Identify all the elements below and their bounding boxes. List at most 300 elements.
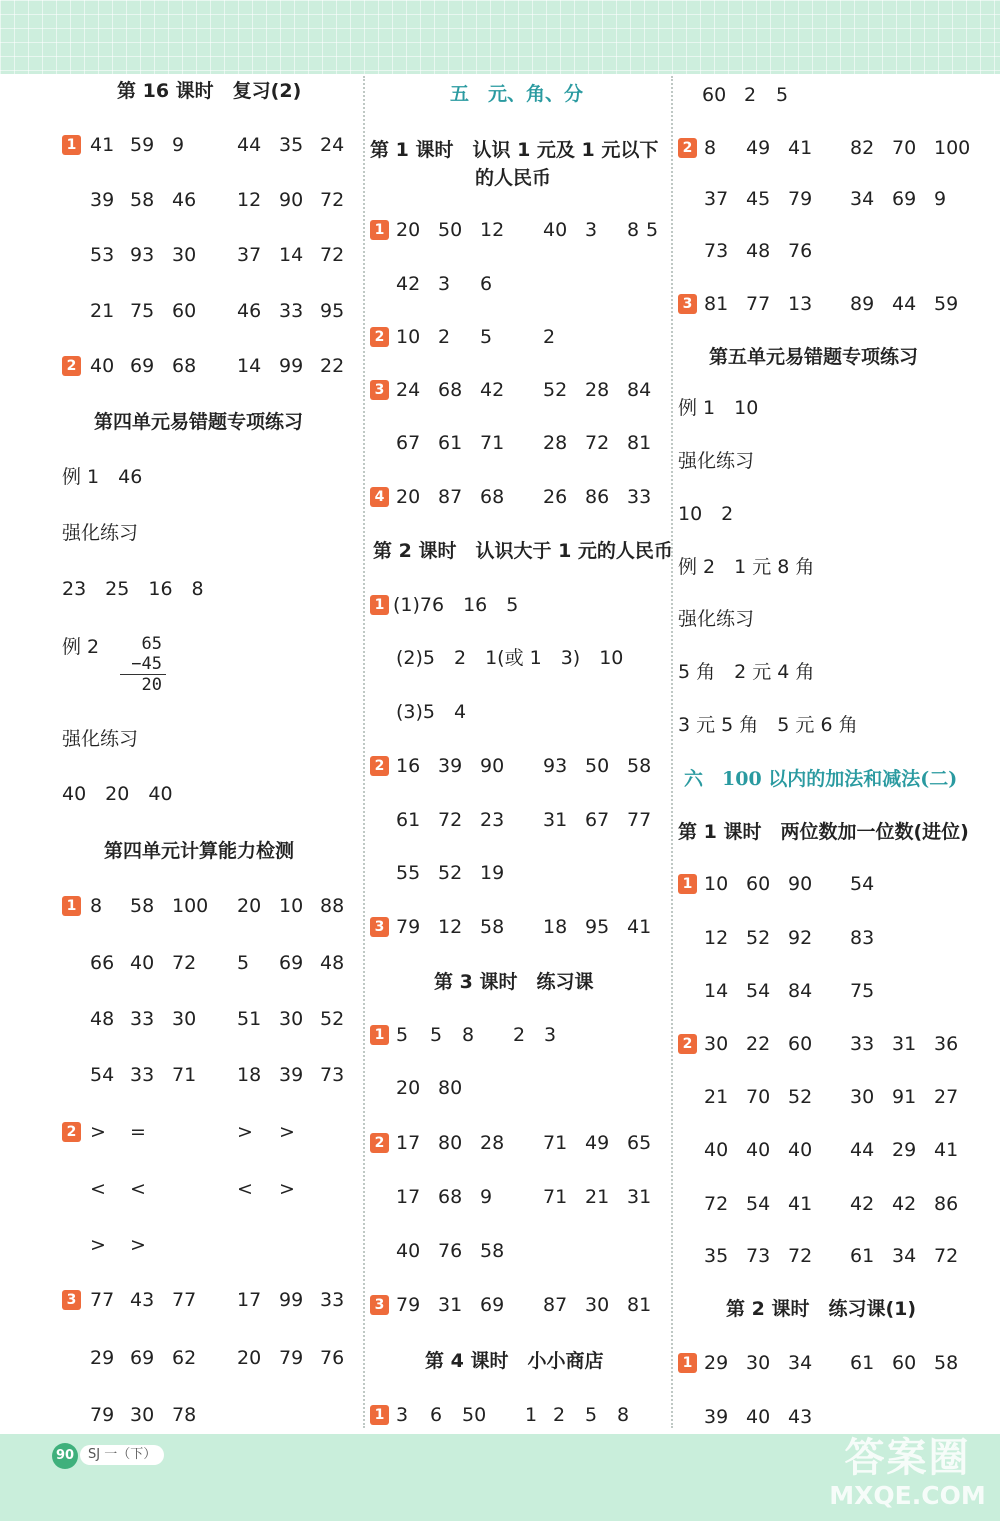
answer-value: 29	[90, 1347, 115, 1369]
answer-values	[62, 893, 357, 919]
column-divider-1	[363, 76, 365, 1428]
answer-value: 28	[480, 1132, 505, 1154]
answer-value: 3	[544, 1024, 557, 1046]
practice-answers: 23 25 16 8	[62, 578, 204, 600]
question-badge: 2	[678, 138, 697, 158]
lesson-heading: 第 16 课时 复习(2)	[117, 80, 302, 102]
question-badge: 1	[370, 595, 389, 615]
answer-value: 60	[892, 1352, 917, 1374]
answer-value: 21	[704, 1086, 729, 1108]
answer-values	[370, 1184, 665, 1210]
answer-value: 72	[320, 189, 345, 211]
answer-value: 62	[172, 1347, 197, 1369]
answer-value: 90	[279, 189, 304, 211]
answer-value: 52	[746, 927, 771, 949]
answer-value: 17	[237, 1289, 262, 1311]
answer-value: 71	[543, 1132, 568, 1154]
answer-value: >	[90, 1234, 106, 1256]
answer-values	[678, 291, 993, 317]
answer-value: 3	[585, 219, 598, 241]
answer-value: <	[130, 1178, 146, 1200]
lesson-heading: 第 2 课时 练习课(1)	[726, 1298, 917, 1320]
answer-value: 91	[892, 1086, 917, 1108]
answer-value: 72	[320, 244, 345, 266]
answer-value: 78	[172, 1404, 197, 1426]
question-badge: 3	[370, 1295, 389, 1315]
answer-value: <	[90, 1178, 106, 1200]
answer-value: 99	[279, 1289, 304, 1311]
answer-value: 36	[934, 1033, 959, 1055]
lesson-heading: 第 1 课时 两位数加一位数(进位)	[678, 821, 969, 843]
answer-value: 58	[480, 1240, 505, 1262]
answer-value: 2	[744, 84, 757, 106]
answer-value: 29	[892, 1139, 917, 1161]
answer-values	[62, 950, 357, 976]
practice-answers: 5 角 2 元 4 角	[678, 661, 815, 683]
answer-value: 39	[438, 755, 463, 777]
answer-value: 58	[627, 755, 652, 777]
answer-value: >	[90, 1121, 106, 1143]
answer-values	[62, 242, 357, 268]
answer-value: 40	[746, 1406, 771, 1428]
answer-value: 58	[934, 1352, 959, 1374]
answer-value: 39	[704, 1406, 729, 1428]
answer-value: 40	[543, 219, 568, 241]
answer-value: 72	[934, 1245, 959, 1267]
answer-value: 40	[746, 1139, 771, 1161]
question-badge: 1	[370, 1405, 389, 1425]
answer-value: 100	[172, 895, 209, 917]
practice-label: 强化练习	[678, 608, 755, 630]
answer-value: 48	[746, 240, 771, 262]
answer-value: 54	[90, 1064, 115, 1086]
answer-value: >	[237, 1121, 253, 1143]
answer-value: 37	[704, 188, 729, 210]
answer-value: 22	[746, 1033, 771, 1055]
answer-value: 100	[934, 137, 971, 159]
question-badge: 2	[62, 356, 81, 376]
answer-values	[678, 1031, 993, 1057]
answer-value: 44	[237, 134, 262, 156]
section-heading: 第五单元易错题专项练习	[709, 346, 919, 368]
answer-value: 58	[480, 916, 505, 938]
answer-value: 40	[130, 952, 155, 974]
answer-value: 76	[320, 1347, 345, 1369]
practice-answers: 3 元 5 角 5 元 6 角	[678, 714, 858, 736]
answer-value: 9	[934, 188, 947, 210]
answer-value: 93	[543, 755, 568, 777]
example-line: 例 2 1 元 8 角	[678, 556, 815, 578]
answer-value: 69	[130, 1347, 155, 1369]
answer-value: 52	[320, 1008, 345, 1030]
answer-values	[678, 1350, 993, 1376]
answer-values	[678, 238, 993, 264]
answer-value: 81	[627, 1294, 652, 1316]
answer-value: 82	[850, 137, 875, 159]
question-badge: 4	[370, 487, 389, 507]
answer-value: 8	[704, 137, 717, 159]
answer-value: 53	[90, 244, 115, 266]
watermark-url: MXQE.COM	[829, 1481, 986, 1510]
answer-values	[62, 1287, 357, 1313]
answer-value: 79	[396, 916, 421, 938]
answer-value: 58	[130, 895, 155, 917]
answer-value: 46	[172, 189, 197, 211]
answer-value: 5	[585, 1404, 598, 1426]
answer-value: 89	[850, 293, 875, 315]
question-badge: 2	[62, 1122, 81, 1142]
answer-value: 14	[279, 244, 304, 266]
answer-value: 75	[850, 980, 875, 1002]
lesson-heading-cont: 的人民币	[475, 167, 552, 189]
answer-value: 40	[788, 1139, 813, 1161]
answer-value: 12	[480, 219, 505, 241]
answer-value: 33	[627, 486, 652, 508]
question-badge: 3	[678, 294, 697, 314]
answer-value: 30	[704, 1033, 729, 1055]
answer-value: 87	[543, 1294, 568, 1316]
unit-title: 五 元、角、分	[450, 83, 584, 105]
answer-value: 52	[543, 379, 568, 401]
answer-value: 86	[585, 486, 610, 508]
answer-value: 77	[746, 293, 771, 315]
answer-value: 5	[646, 219, 659, 241]
answer-value: 30	[172, 244, 197, 266]
answer-value: 72	[704, 1193, 729, 1215]
answer-value: 28	[543, 432, 568, 454]
answer-value: 72	[438, 809, 463, 831]
answer-value: 71	[480, 432, 505, 454]
practice-label: 强化练习	[62, 522, 139, 544]
answer-value: 59	[934, 293, 959, 315]
answer-values	[370, 914, 665, 940]
answer-value: 50	[462, 1404, 487, 1426]
answer-value: 61	[850, 1245, 875, 1267]
answer-value: 10	[279, 895, 304, 917]
answer-value: 83	[850, 927, 875, 949]
answer-value: 70	[892, 137, 917, 159]
answer-value: >	[279, 1121, 295, 1143]
practice-label: 强化练习	[62, 728, 139, 750]
answer-value: 61	[438, 432, 463, 454]
answer-values	[370, 1292, 665, 1318]
answer-value: 87	[438, 486, 463, 508]
answer-value: 44	[892, 293, 917, 315]
lesson-heading: 第 4 课时 小小商店	[425, 1350, 604, 1372]
answer-value: 67	[585, 809, 610, 831]
answer-value: 2	[543, 326, 556, 348]
answer-value: 31	[892, 1033, 917, 1055]
answer-values	[370, 324, 665, 350]
answer-value: 18	[237, 1064, 262, 1086]
answer-value: 76	[788, 240, 813, 262]
answer-value: 40	[90, 355, 115, 377]
page-number: 90	[52, 1443, 78, 1469]
answer-value: 46	[237, 300, 262, 322]
answer-text: (2)5 2 1(或 1 3) 10	[396, 647, 624, 669]
question-badge: 1	[678, 874, 697, 894]
answer-value: 68	[438, 379, 463, 401]
answer-value: 34	[892, 1245, 917, 1267]
answer-value: 60	[788, 1033, 813, 1055]
answer-value: 41	[788, 1193, 813, 1215]
answer-values	[370, 271, 665, 297]
answer-value: 6	[430, 1404, 443, 1426]
answer-value: <	[237, 1178, 253, 1200]
answer-value: 80	[438, 1132, 463, 1154]
answer-value: 49	[746, 137, 771, 159]
answer-value: 73	[746, 1245, 771, 1267]
answer-value: 16	[396, 755, 421, 777]
answer-value: 54	[746, 1193, 771, 1215]
answer-value: 84	[627, 379, 652, 401]
answer-value: 70	[746, 1086, 771, 1108]
answer-value: >	[130, 1234, 146, 1256]
question-badge: 3	[370, 917, 389, 937]
answer-value: 42	[396, 273, 421, 295]
answer-values	[370, 217, 665, 243]
subtraction-result: 20	[141, 675, 162, 695]
answer-value: 60	[172, 300, 197, 322]
practice-answers: 40 20 40	[62, 783, 173, 805]
answer-value: 68	[172, 355, 197, 377]
answer-value: 30	[850, 1086, 875, 1108]
answer-values	[678, 925, 993, 951]
answer-text: (1)76 16 5	[393, 594, 519, 616]
answer-values	[678, 186, 993, 212]
answer-value: 80	[438, 1077, 463, 1099]
answer-values	[62, 1345, 357, 1371]
answer-value: 54	[746, 980, 771, 1002]
answer-values	[62, 1062, 357, 1088]
answer-value: 40	[704, 1139, 729, 1161]
answer-values	[370, 1022, 665, 1048]
answer-value: 77	[90, 1289, 115, 1311]
subtraction-middle: −45	[131, 654, 162, 674]
answer-value: 51	[237, 1008, 262, 1030]
answer-value: 90	[480, 755, 505, 777]
answer-value: 42	[480, 379, 505, 401]
answer-value: 95	[585, 916, 610, 938]
answer-value: 84	[788, 980, 813, 1002]
question-badge: 1	[678, 1353, 697, 1373]
answer-value: 71	[172, 1064, 197, 1086]
answer-value: 79	[788, 188, 813, 210]
answer-value: 35	[704, 1245, 729, 1267]
answer-value: 30	[585, 1294, 610, 1316]
answer-value: 12	[237, 189, 262, 211]
answer-values	[370, 1402, 665, 1428]
answer-value: 99	[279, 355, 304, 377]
answer-value: 37	[237, 244, 262, 266]
answer-value: 6	[480, 273, 493, 295]
answer-value: 33	[850, 1033, 875, 1055]
answer-value: 45	[746, 188, 771, 210]
answer-value: 33	[130, 1008, 155, 1030]
answer-value: 90	[788, 873, 813, 895]
question-badge: 1	[62, 135, 81, 155]
answer-value: 75	[130, 300, 155, 322]
section-heading: 第四单元易错题专项练习	[94, 411, 304, 433]
lesson-heading: 第 1 课时 认识 1 元及 1 元以下	[370, 139, 659, 161]
answer-values	[62, 353, 357, 379]
question-badge: 2	[370, 756, 389, 776]
answer-value: 79	[279, 1347, 304, 1369]
answer-value: 66	[90, 952, 115, 974]
answer-values	[370, 1130, 665, 1156]
answer-value: 8	[627, 219, 640, 241]
answer-value: 65	[627, 1132, 652, 1154]
answer-value: >	[279, 1178, 295, 1200]
answer-value: 59	[130, 134, 155, 156]
answer-values	[678, 871, 993, 897]
answer-value: 86	[934, 1193, 959, 1215]
column-divider-2	[671, 76, 673, 1428]
answer-values	[370, 1238, 665, 1264]
answer-value: 61	[396, 809, 421, 831]
answer-values	[678, 1191, 993, 1217]
answer-value: 69	[279, 952, 304, 974]
answer-values	[370, 484, 665, 510]
answer-value: 42	[892, 1193, 917, 1215]
question-badge: 3	[370, 380, 389, 400]
answer-value: 21	[90, 300, 115, 322]
answer-value: 10	[396, 326, 421, 348]
answer-value: 88	[320, 895, 345, 917]
answer-value: 14	[704, 980, 729, 1002]
answer-value: 2	[438, 326, 451, 348]
answer-value: 22	[320, 355, 345, 377]
practice-answers: 10 2	[678, 503, 734, 525]
answer-value: 39	[90, 189, 115, 211]
answer-value: 30	[279, 1008, 304, 1030]
book-label: SJ 一（下）	[80, 1445, 164, 1465]
answer-value: 72	[172, 952, 197, 974]
answer-value: 17	[396, 1132, 421, 1154]
answer-value: 79	[90, 1404, 115, 1426]
answer-value: 31	[627, 1186, 652, 1208]
top-band	[0, 0, 1000, 74]
answer-value: 33	[279, 300, 304, 322]
answer-value: 52	[788, 1086, 813, 1108]
answer-value: 3	[438, 273, 451, 295]
answer-value: 34	[788, 1352, 813, 1374]
answer-value: 17	[396, 1186, 421, 1208]
answer-values	[62, 1176, 357, 1202]
answer-value: 9	[480, 1186, 493, 1208]
answer-values	[370, 377, 665, 403]
answer-values	[62, 1119, 357, 1145]
answer-value: 19	[480, 862, 505, 884]
answer-value: 20	[396, 1077, 421, 1099]
answer-value: =	[130, 1121, 146, 1143]
answer-values	[62, 1232, 357, 1258]
answer-value: 30	[172, 1008, 197, 1030]
answer-value: 81	[704, 293, 729, 315]
answer-values	[678, 1243, 993, 1269]
answer-value: 5	[396, 1024, 409, 1046]
section-heading: 第四单元计算能力检测	[104, 840, 295, 862]
answer-value: 33	[130, 1064, 155, 1086]
answer-value: 42	[850, 1193, 875, 1215]
answer-value: 20	[237, 895, 262, 917]
answer-values	[62, 187, 357, 213]
question-badge: 2	[370, 327, 389, 347]
answer-values	[62, 1006, 357, 1032]
answer-value: 1	[525, 1404, 538, 1426]
answer-value: 2	[513, 1024, 526, 1046]
answer-value: 39	[279, 1064, 304, 1086]
answer-values	[678, 1404, 993, 1430]
answer-value: 29	[704, 1352, 729, 1374]
question-badge: 1	[370, 220, 389, 240]
answer-value: 69	[130, 355, 155, 377]
answer-value: 93	[130, 244, 155, 266]
answer-value: 41	[934, 1139, 959, 1161]
answer-value: 68	[438, 1186, 463, 1208]
answer-values	[678, 1137, 993, 1163]
answer-value: 9	[172, 134, 185, 156]
answer-value: 18	[543, 916, 568, 938]
answer-value: 69	[892, 188, 917, 210]
answer-value: 5	[237, 952, 250, 974]
answer-value: 68	[480, 486, 505, 508]
answer-values	[678, 1084, 993, 1110]
question-badge: 1	[370, 1025, 389, 1045]
answer-value: 60	[702, 84, 727, 106]
lesson-heading: 第 3 课时 练习课	[434, 971, 594, 993]
answer-value: 24	[320, 134, 345, 156]
subtraction-top: 65	[141, 634, 162, 654]
watermark-text: 答案圈	[844, 1435, 971, 1481]
answer-value: 10	[704, 873, 729, 895]
answer-value: 92	[788, 927, 813, 949]
answer-value: 50	[438, 219, 463, 241]
answer-value: 73	[704, 240, 729, 262]
practice-label: 强化练习	[678, 450, 755, 472]
answer-value: 13	[788, 293, 813, 315]
answer-value: 27	[934, 1086, 959, 1108]
question-badge: 3	[62, 1290, 81, 1310]
answer-values	[678, 978, 993, 1004]
answer-value: 61	[850, 1352, 875, 1374]
answer-value: 34	[850, 188, 875, 210]
watermark-logo	[820, 1435, 995, 1511]
answer-value: 60	[746, 873, 771, 895]
answer-text: (3)5 4	[396, 701, 467, 723]
answer-value: 43	[788, 1406, 813, 1428]
answer-row	[370, 592, 518, 618]
answer-value: 76	[438, 1240, 463, 1262]
answer-value: 12	[438, 916, 463, 938]
answer-value: 40	[396, 1240, 421, 1262]
answer-value: 52	[438, 862, 463, 884]
answer-value: 35	[279, 134, 304, 156]
answer-values	[370, 430, 665, 456]
answer-value: 43	[130, 1289, 155, 1311]
answer-value: 81	[627, 432, 652, 454]
answer-value: 41	[90, 134, 115, 156]
answer-value: 24	[396, 379, 421, 401]
answer-value: 31	[543, 809, 568, 831]
answer-values	[62, 298, 357, 324]
answer-value: 72	[585, 432, 610, 454]
answer-value: 8	[462, 1024, 475, 1046]
answer-value: 30	[130, 1404, 155, 1426]
answer-values	[62, 1402, 357, 1428]
answer-value: 23	[480, 809, 505, 831]
answer-values	[678, 135, 993, 161]
